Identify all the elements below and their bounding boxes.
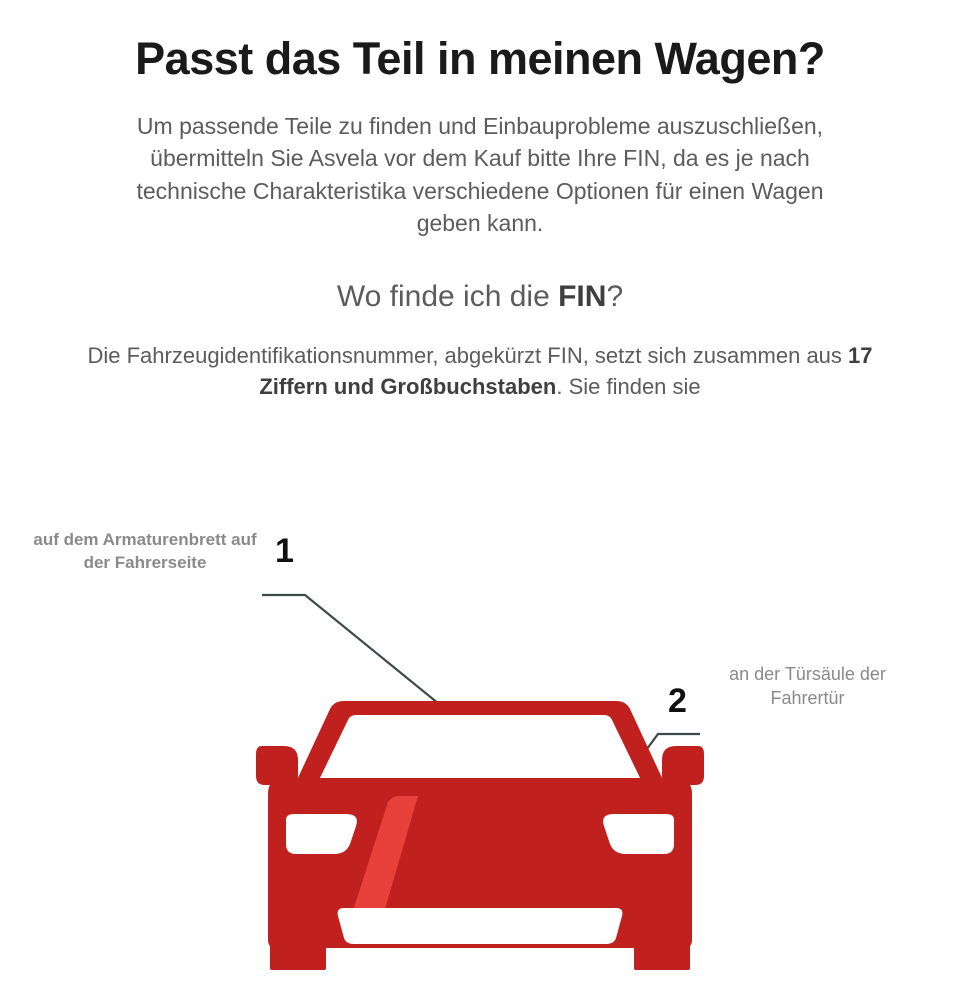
marker-number-1: 1 bbox=[275, 532, 294, 570]
intro-line-4: geben kann. bbox=[416, 210, 544, 237]
car-illustration bbox=[0, 34, 960, 994]
intro-line-3: technische Charakteristika verschiedene Optionen für einen Wagen bbox=[136, 177, 824, 204]
marker-label-1: auf dem Armaturenbrett auf der Fahrerseite bbox=[33, 530, 257, 572]
explain-part-1: Die Fahrzeugidentifikationsnummer, abgekürzt FIN, setzt sich zusammen aus bbox=[87, 343, 849, 369]
wheel-left bbox=[270, 940, 326, 970]
subtitle-prefix: Wo finde ich die bbox=[336, 280, 559, 314]
bumper-grille bbox=[338, 908, 623, 944]
infographic-page bbox=[0, 34, 960, 994]
headlight-right bbox=[603, 814, 674, 854]
wheel-right bbox=[634, 940, 690, 970]
intro-line-2: übermitteln Sie Asvela vor dem Kauf bitte Ihre FIN, da es je nach bbox=[150, 145, 810, 172]
subtitle-emphasis: FIN bbox=[558, 280, 607, 314]
explain-bold: 17 Ziffern und Großbuchstaben bbox=[259, 343, 873, 400]
headlight-left bbox=[286, 814, 357, 854]
subtitle-suffix: ? bbox=[606, 280, 624, 314]
page-title: Passt das Teil in meinen Wagen? bbox=[135, 33, 825, 84]
explain-part-2: . Sie finden sie bbox=[556, 374, 701, 400]
marker-label-2: an der Türsäule der Fahrertür bbox=[729, 664, 886, 709]
marker-number-2: 2 bbox=[668, 682, 687, 720]
intro-line-1: Um passende Teile zu finden und Einbauprobleme auszuschließen, bbox=[136, 112, 824, 139]
car-front-view bbox=[256, 701, 704, 970]
windshield bbox=[318, 715, 642, 782]
